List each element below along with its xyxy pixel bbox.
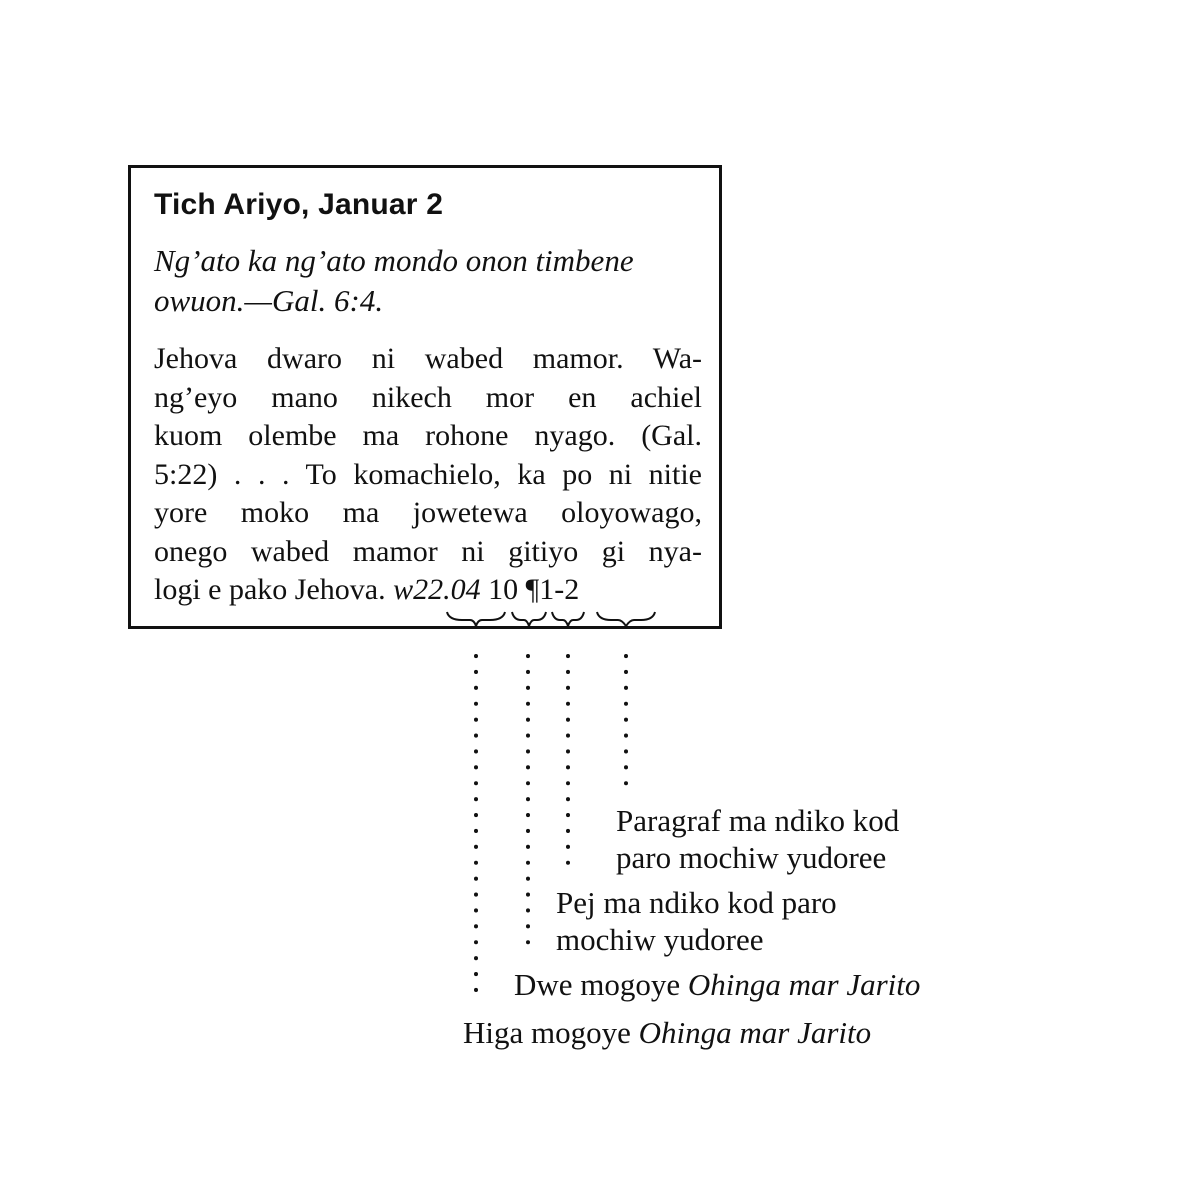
body-line: Jehova dwaro ni wabed mamor. Wa- xyxy=(154,342,702,375)
label-year xyxy=(463,1014,871,1051)
brace-page xyxy=(552,612,584,626)
verse-line: Ng’ato ka ng’ato mondo onon timbene xyxy=(154,243,634,278)
label-line: Paragraf ma ndiko kod xyxy=(616,803,900,838)
brace-paragraph xyxy=(597,612,655,626)
reference-publication: w22.04 xyxy=(393,573,481,606)
body-line: 5:22) . . . To komachielo, ka po ni nitie xyxy=(154,457,702,491)
body-line: onego wabed mamor ni gitiyo gi nya- xyxy=(154,534,702,568)
label-line: Pej ma ndiko kod paro xyxy=(556,885,837,920)
label-page xyxy=(556,884,837,958)
verse-line: owuon.—Gal. 6:4. xyxy=(154,283,384,318)
body-line: kuom olembe ma rohone nyago. (Gal. xyxy=(154,419,702,452)
label-issue-title: Ohinga mar Jarito xyxy=(687,967,921,1002)
reference-paragraphs: ¶1-2 xyxy=(525,573,580,606)
body-line-last-text: logi e pako Jehova. xyxy=(154,573,394,606)
brace-issue xyxy=(512,612,546,626)
label-line: mochiw yudoree xyxy=(556,922,764,957)
label-year-prefix: Higa mogoye xyxy=(463,1015,639,1050)
label-paragraph xyxy=(616,802,899,876)
label-issue-prefix: Dwe mogoye xyxy=(514,967,688,1002)
label-year-title: Ohinga mar Jarito xyxy=(638,1015,872,1050)
date-heading: Tich Ariyo, Januar 2 xyxy=(154,188,444,221)
body-line: yore moko ma jowetewa oloyowago, xyxy=(154,496,702,529)
label-line: paro mochiw yudoree xyxy=(616,840,887,875)
label-issue xyxy=(514,966,920,1003)
brace-year xyxy=(447,612,505,626)
body-line: ng’eyo mano nikech mor en achiel xyxy=(154,380,702,414)
reference-page: 10 xyxy=(488,573,519,606)
